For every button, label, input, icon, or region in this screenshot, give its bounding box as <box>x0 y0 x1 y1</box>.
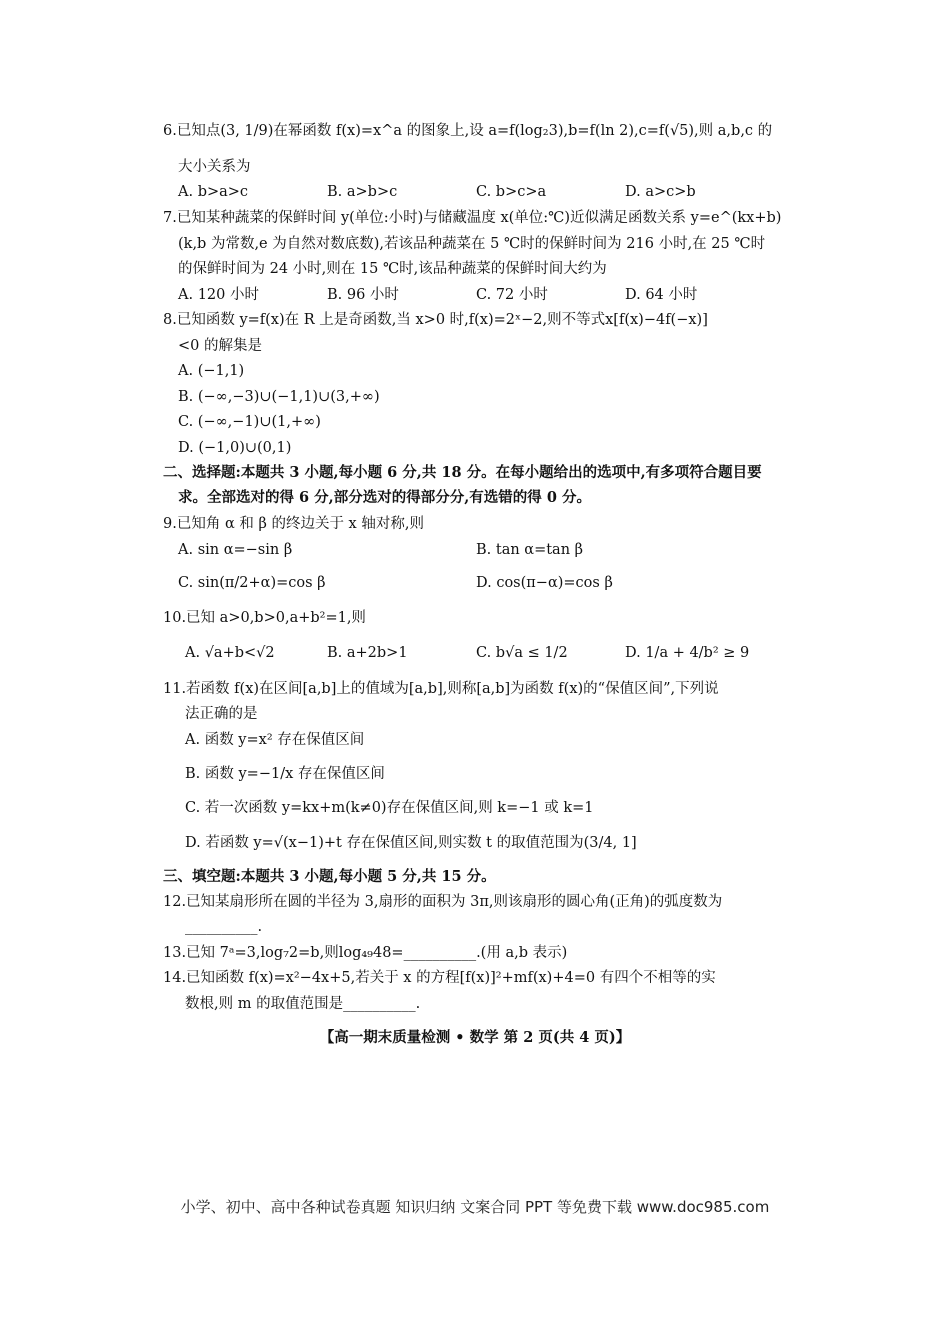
q8-stem: 8.已知函数 y=f(x)在 R 上是奇函数,当 x>0 时,f(x)=2ˣ−2,则不等式x[f(x)−4f(−x)] <box>163 312 708 328</box>
q10-option-d: D. 1/a + 4/b² ≥ 9 <box>625 645 750 661</box>
page-footer: 【高一期末质量检测 • 数学 第 2 页(共 4 页)】 <box>319 1029 631 1046</box>
q9-option-c: C. sin(π/2+α)=cos β <box>178 575 326 591</box>
q12-blank: __________. <box>185 919 263 935</box>
q11-option-b: B. 函数 y=−1/x 存在保值区间 <box>185 766 385 782</box>
q7-option-a: A. 120 小时 <box>178 287 259 303</box>
q6-option-b: B. a>b>c <box>327 184 398 200</box>
q10-option-a: A. √a+b<√2 <box>185 645 275 661</box>
q13-stem: 13.已知 7ᵃ=3,log₇2=b,则log₄₉48=__________.(用 a,b 表示) <box>163 945 568 961</box>
q14-stem: 14.已知函数 f(x)=x²−4x+5,若关于 x 的方程[f(x)]²+mf(x)+4=0 有四个不相等的实 <box>163 970 716 986</box>
watermark-text: 小学、初中、高中各种试卷真题 知识归纳 文案合同 PPT 等免费下载 www.doc985.com <box>180 1198 770 1216</box>
q11-option-a: A. 函数 y=x² 存在保值区间 <box>185 732 365 748</box>
q6-option-c: C. b>c>a <box>476 184 547 200</box>
q10-stem: 10.已知 a>0,b>0,a+b²=1,则 <box>163 610 366 626</box>
q6-option-d: D. a>c>b <box>625 184 696 200</box>
q7-option-b: B. 96 小时 <box>327 287 399 303</box>
q10-option-b: B. a+2b>1 <box>327 645 408 661</box>
q11-stem-cont: 法正确的是 <box>185 706 258 722</box>
q14-stem-cont: 数根,则 m 的取值范围是__________. <box>185 996 421 1012</box>
section3-heading: 三、填空题:本题共 3 小题,每小题 5 分,共 15 分。 <box>163 868 496 885</box>
q8-option-d: D. (−1,0)∪(0,1) <box>178 440 292 456</box>
q12-stem: 12.已知某扇形所在圆的半径为 3,扇形的面积为 3π,则该扇形的圆心角(正角)的弧度数为 <box>163 894 723 910</box>
q8-option-b: B. (−∞,−3)∪(−1,1)∪(3,+∞) <box>178 389 380 405</box>
q7-stem-cont2: 的保鲜时间为 24 小时,则在 15 ℃时,该品种蔬菜的保鲜时间大约为 <box>178 261 607 277</box>
q7-stem: 7.已知某种蔬菜的保鲜时间 y(单位:小时)与储藏温度 x(单位:℃)近似满足函数关系 y=e^(kx+b) <box>163 210 782 226</box>
q7-option-c: C. 72 小时 <box>476 287 548 303</box>
q6-option-a: A. b>a>c <box>178 184 249 200</box>
q9-option-b: B. tan α=tan β <box>476 542 584 558</box>
q8-option-c: C. (−∞,−1)∪(1,+∞) <box>178 414 321 430</box>
q11-stem: 11.若函数 f(x)在区间[a,b]上的值域为[a,b],则称[a,b]为函数 f(x)的“保值区间”,下列说 <box>163 681 719 697</box>
q9-option-d: D. cos(π−α)=cos β <box>476 575 613 591</box>
q9-stem: 9.已知角 α 和 β 的终边关于 x 轴对称,则 <box>163 516 424 532</box>
q8-stem-cont: <0 的解集是 <box>178 338 262 354</box>
q10-option-c: C. b√a ≤ 1/2 <box>476 645 568 661</box>
q6-stem-cont: 大小关系为 <box>178 159 251 175</box>
q11-option-d: D. 若函数 y=√(x−1)+t 存在保值区间,则实数 t 的取值范围为(3/4, 1] <box>185 835 637 851</box>
q6-stem: 6.已知点(3, 1/9)在幂函数 f(x)=x^a 的图象上,设 a=f(log₂3),b=f(ln 2),c=f(√5),则 a,b,c 的 <box>163 123 773 139</box>
q9-option-a: A. sin α=−sin β <box>178 542 293 558</box>
section2-heading: 二、选择题:本题共 3 小题,每小题 6 分,共 18 分。在每小题给出的选项中,有多项符合题目要 <box>163 464 762 481</box>
section2-heading-cont: 求。全部选对的得 6 分,部分选对的得部分分,有选错的得 0 分。 <box>178 489 591 506</box>
q8-option-a: A. (−1,1) <box>178 363 245 379</box>
q7-stem-cont: (k,b 为常数,e 为自然对数底数),若该品种蔬菜在 5 ℃时的保鲜时间为 216 小时,在 25 ℃时 <box>178 236 766 252</box>
q7-option-d: D. 64 小时 <box>625 287 698 303</box>
q11-option-c: C. 若一次函数 y=kx+m(k≠0)存在保值区间,则 k=−1 或 k=1 <box>185 800 594 816</box>
